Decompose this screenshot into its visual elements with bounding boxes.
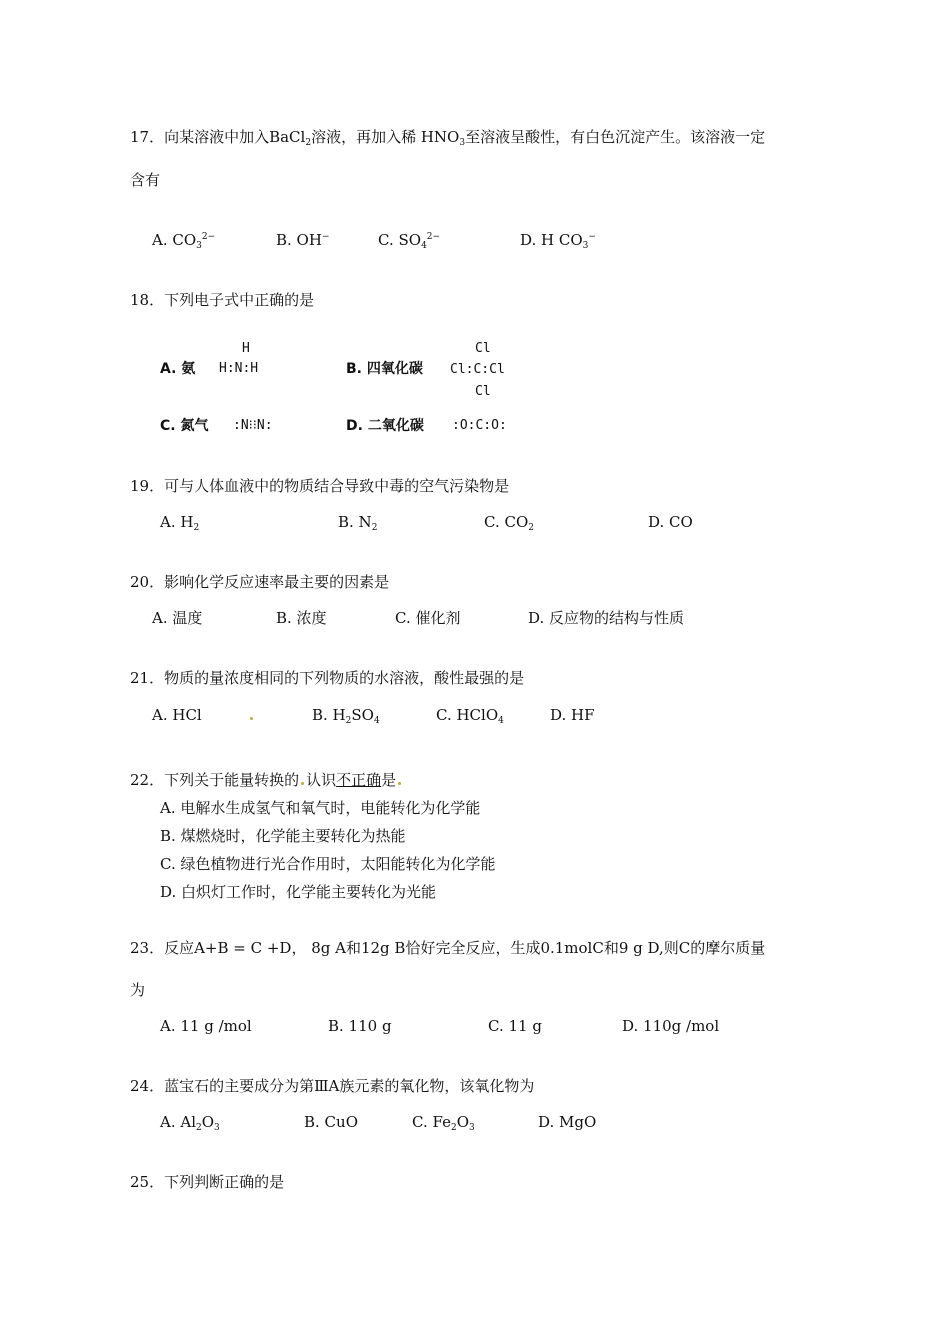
scan-speck [398,782,401,785]
q18-b-label: B. 四氧化碳 [346,361,423,377]
q18-b-formula: Cl:C:Cl [450,362,505,377]
q20-option-c: C. 催化剂 [395,609,461,627]
q23-option-b: B. 110 g [328,1017,392,1035]
q17-option-d: D. H $CO_3^-$ [520,231,596,251]
q20-option-b: B. 浓度 [276,609,327,627]
q24-option-d: D. MgO [538,1113,597,1131]
q21-option-b: B. $H_2SO_4$ [312,706,380,726]
q19-option-a: A. $H_2$ [160,513,200,533]
q18-a-top-h: H [242,341,250,356]
q17-option-c: C. $SO_4^{2-}$ [378,231,441,251]
q19-stem: 19．可与人体血液中的物质结合导致中毒的空气污染物是 [130,477,510,495]
q17-stem: 17．向某溶液中加入BaCl$_2$溶液，再加入稀 $HNO_3$至溶液呈酸性，有白色沉淀产生。该溶液一定 [130,128,766,148]
q19-option-c: C. $CO_2$ [484,513,534,533]
q24-option-b: B. CuO [304,1113,358,1131]
q18-b-bottom-cl: Cl [475,384,491,399]
q19-option-b: B. $N_2$ [338,513,378,533]
q23-option-d: D. 110g /mol [622,1017,720,1035]
q24-option-a: A. $Al_2O_3$ [160,1113,220,1133]
q19-option-d: D. CO [648,513,693,531]
q22-option-c: C. 绿色植物进行光合作用时，太阳能转化为化学能 [160,855,496,873]
q18-d-formula: :O:C:O: [452,418,507,433]
q18-a-label: A. 氨 [160,361,196,377]
q24-option-c: C. $Fe_2O_3$ [412,1113,475,1133]
q18-b-top-cl: Cl [475,341,491,356]
q18-c-label: C. 氮气 [160,418,209,434]
q20-option-a: A. 温度 [152,609,203,627]
q18-c-formula: :N⁝⁝N: [233,418,273,433]
q23-stem: 23．反应A+B = C +D， 8g A和12g B恰好完全反应，生成0.1molC和9 g D,则C的摩尔质量 [130,939,766,957]
q20-stem: 20．影响化学反应速率最主要的因素是 [130,573,390,591]
q20-option-d: D. 反应物的结构与性质 [528,609,685,627]
q21-option-a: A. HCl [152,705,255,725]
q18-a-formula: H:N:H [219,361,259,376]
q22-option-a: A. 电解水生成氢气和氧气时，电能转化为化学能 [160,799,481,817]
scan-speck [301,782,304,785]
q17-stem-line2: 含有 [130,171,161,189]
q21-option-c: C. HClO$_4$ [436,706,504,726]
q17-option-a: A. $CO_3^{2-}$ [152,231,216,251]
q23-option-c: C. 11 g [488,1017,542,1035]
q18-stem: 18．下列电子式中正确的是 [130,291,315,309]
q22-option-b: B. 煤燃烧时，化学能主要转化为热能 [160,827,406,845]
q21-stem: 21．物质的量浓度相同的下列物质的水溶液，酸性最强的是 [130,669,525,687]
q22-stem: 22．下列关于能量转换的 认识不正确是 [130,770,403,790]
q23-stem-line2: 为 [130,981,146,999]
q21-option-d: D. HF [550,706,595,724]
q24-stem: 24．蓝宝石的主要成分为第ⅢA族元素的氧化物，该氧化物为 [130,1077,535,1095]
q17-option-b: B. OH− [276,231,330,249]
scan-speck [250,717,253,720]
q23-option-a: A. 11 g /mol [160,1017,252,1035]
q25-stem: 25．下列判断正确的是 [130,1173,285,1191]
q22-option-d: D. 白炽灯工作时，化学能主要转化为光能 [160,883,437,901]
q18-d-label: D. 二氧化碳 [346,418,424,434]
